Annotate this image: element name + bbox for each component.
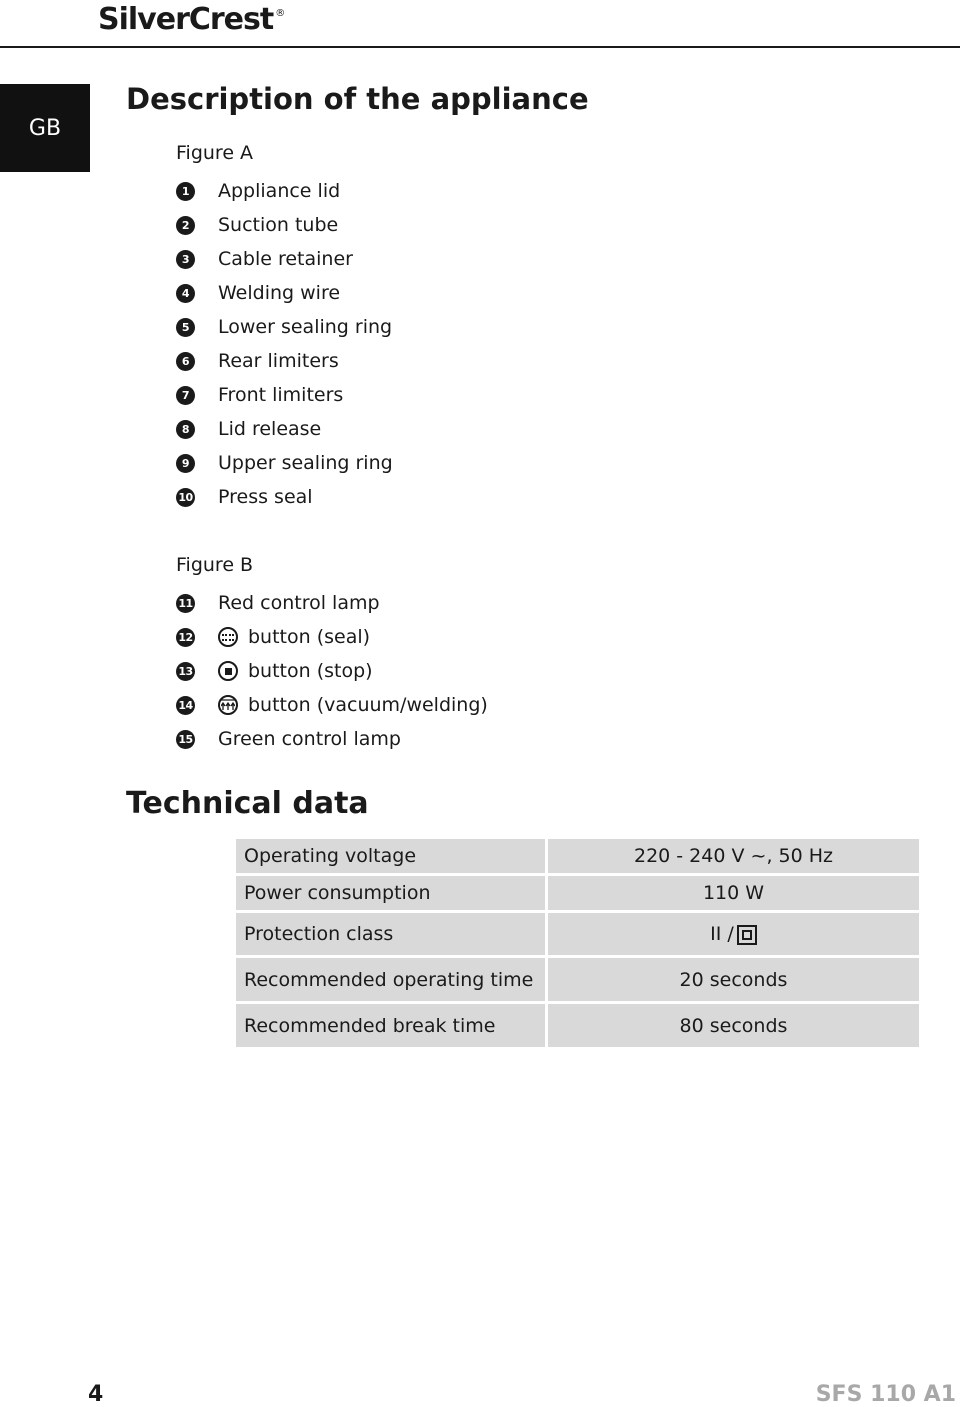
registered-mark: ® xyxy=(275,8,285,19)
spec-value: 20 seconds xyxy=(548,958,919,1001)
spec-label: Protection class xyxy=(236,913,545,955)
item-number: 1 xyxy=(176,182,195,201)
spec-value-cell xyxy=(548,913,919,955)
brand-logo xyxy=(98,2,284,37)
list-item xyxy=(176,276,393,310)
item-number: 6 xyxy=(176,352,195,371)
brand-name: SilverCrest xyxy=(98,2,274,37)
item-number: 9 xyxy=(176,454,195,473)
spec-label: Power consumption xyxy=(236,876,545,910)
item-label: button (seal) xyxy=(248,626,371,648)
item-label: Red control lamp xyxy=(218,592,380,614)
spec-label: Operating voltage xyxy=(236,839,545,873)
item-number: 5 xyxy=(176,318,195,337)
item-label: button (vacuum/welding) xyxy=(248,694,488,716)
list-item xyxy=(176,344,393,378)
item-label: button (stop) xyxy=(248,660,373,682)
vacuum-welding-button-icon xyxy=(218,695,238,715)
item-number: 15 xyxy=(176,730,195,749)
figure-a-list xyxy=(176,174,393,514)
item-label: Front limiters xyxy=(218,384,344,406)
seal-button-icon xyxy=(218,627,238,647)
language-tab: GB xyxy=(0,84,90,172)
item-number: 12 xyxy=(176,628,195,647)
spec-value: II / xyxy=(710,923,734,945)
spec-value: 110 W xyxy=(548,876,919,910)
figure-a-label: Figure A xyxy=(176,142,254,164)
item-label: Lower sealing ring xyxy=(218,316,393,338)
list-item xyxy=(176,620,488,654)
figure-b-label: Figure B xyxy=(176,554,254,576)
list-item xyxy=(176,586,488,620)
list-item xyxy=(176,242,393,276)
table-row xyxy=(236,958,919,1001)
page-number: 4 xyxy=(88,1382,104,1407)
list-item xyxy=(176,654,488,688)
item-label: Press seal xyxy=(218,486,313,508)
item-number: 7 xyxy=(176,386,195,405)
item-number: 2 xyxy=(176,216,195,235)
table-row xyxy=(236,839,919,873)
item-number: 8 xyxy=(176,420,195,439)
spec-label: Recommended break time xyxy=(236,1004,545,1047)
figure-b-list xyxy=(176,586,488,756)
item-number: 11 xyxy=(176,594,195,613)
list-item xyxy=(176,310,393,344)
item-number: 4 xyxy=(176,284,195,303)
spec-value: 80 seconds xyxy=(548,1004,919,1047)
item-number: 14 xyxy=(176,696,195,715)
list-item xyxy=(176,378,393,412)
list-item xyxy=(176,722,488,756)
stop-button-icon xyxy=(218,661,238,681)
table-row xyxy=(236,1004,919,1047)
list-item xyxy=(176,174,393,208)
technical-data-table xyxy=(233,836,922,1050)
item-label: Appliance lid xyxy=(218,180,341,202)
list-item xyxy=(176,688,488,722)
item-label: Suction tube xyxy=(218,214,339,236)
header-rule xyxy=(0,46,960,48)
item-number: 13 xyxy=(176,662,195,681)
item-number: 10 xyxy=(176,488,195,507)
description-title: Description of the appliance xyxy=(126,82,589,116)
model-number: SFS 110 A1 xyxy=(815,1382,956,1407)
item-number: 3 xyxy=(176,250,195,269)
protection-class-ii-icon xyxy=(737,925,757,945)
vacuum-welding-glyph xyxy=(221,699,235,711)
list-item xyxy=(176,208,393,242)
list-item xyxy=(176,446,393,480)
spec-label: Recommended operating time xyxy=(236,958,545,1001)
spec-value: 220 - 240 V ~, 50 Hz xyxy=(548,839,919,873)
item-label: Rear limiters xyxy=(218,350,339,372)
table-row xyxy=(236,913,919,955)
item-label: Lid release xyxy=(218,418,322,440)
item-label: Welding wire xyxy=(218,282,341,304)
technical-data-title: Technical data xyxy=(126,786,369,821)
item-label: Cable retainer xyxy=(218,248,353,270)
item-label: Green control lamp xyxy=(218,728,401,750)
table-row xyxy=(236,876,919,910)
list-item xyxy=(176,480,393,514)
list-item xyxy=(176,412,393,446)
item-label: Upper sealing ring xyxy=(218,452,393,474)
